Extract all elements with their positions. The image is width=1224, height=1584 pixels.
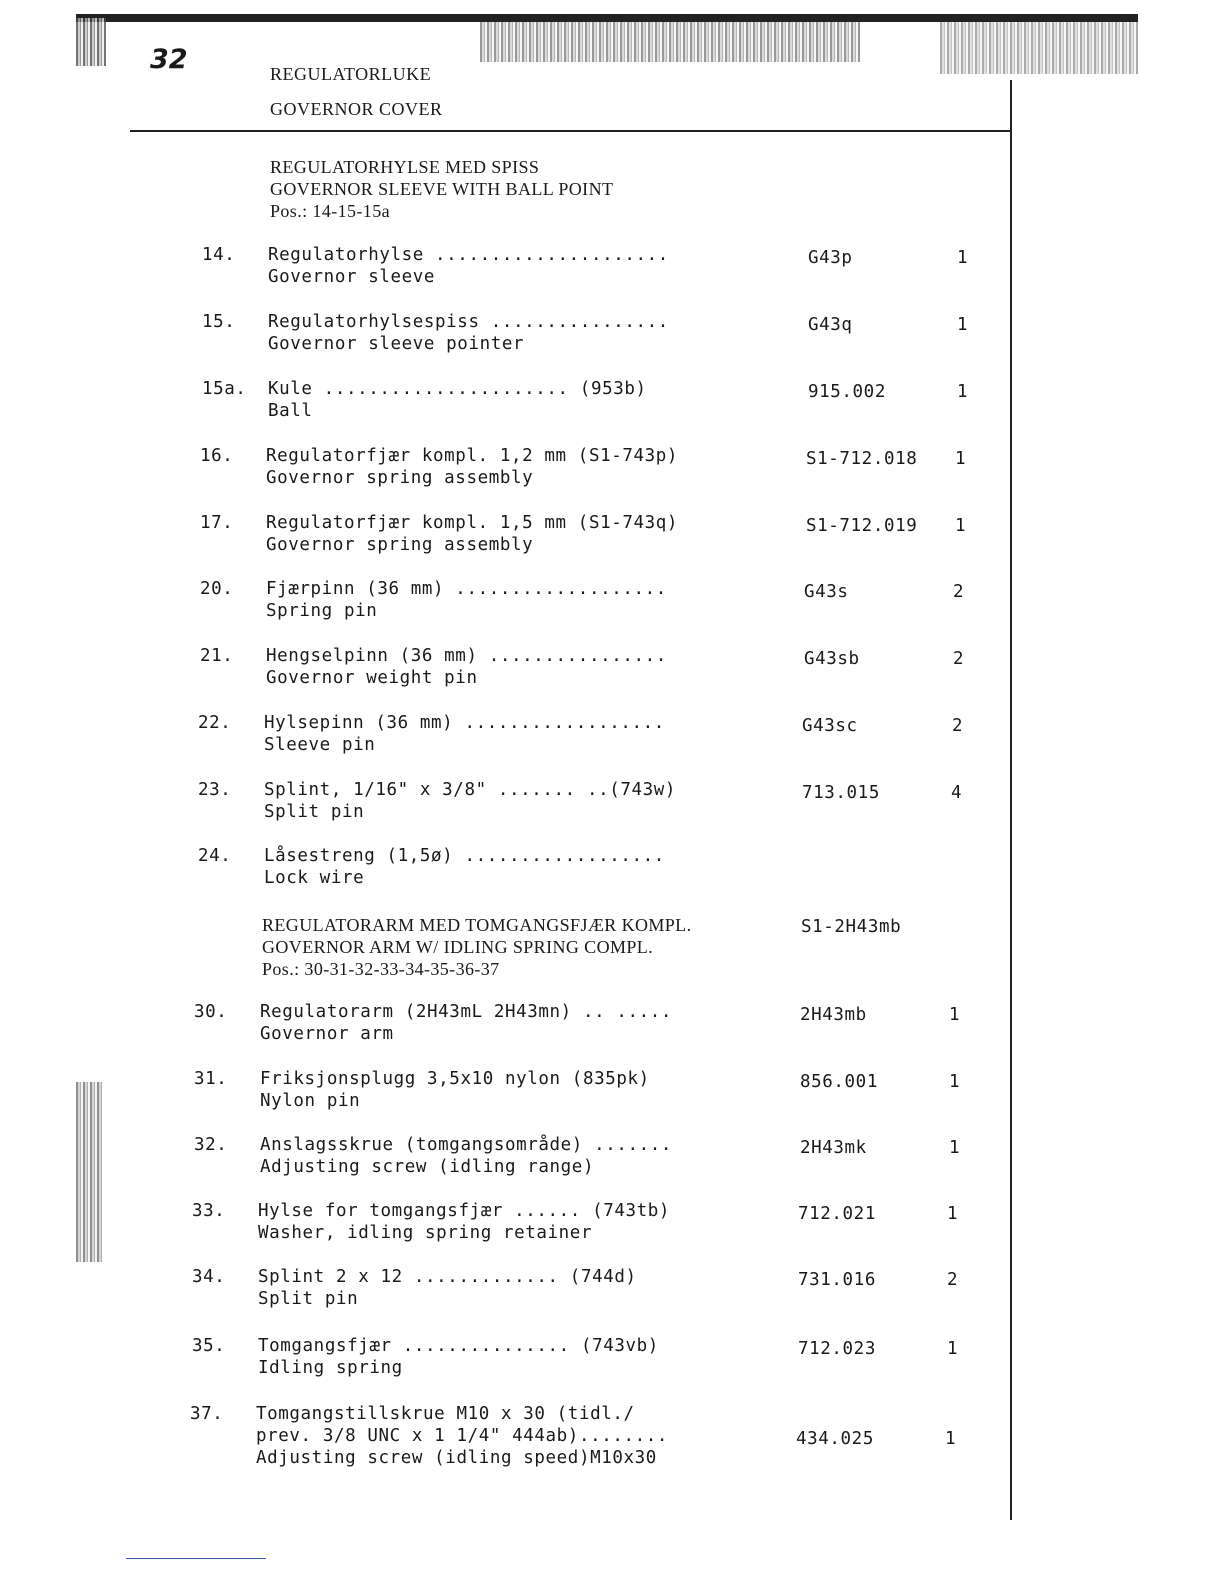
part-code: 713.015 [802,783,880,803]
part-name-no: Kule ...................... (953b) [268,379,647,399]
top-scan-bar [76,14,1138,22]
part-qty: 2 [952,716,964,736]
part-code: G43p [808,248,853,268]
part-qty: 1 [949,1005,961,1025]
part-number: 14. [202,245,236,265]
part-number: 30. [194,1002,228,1022]
part-qty: 1 [957,315,969,335]
part-number: 37. [190,1404,224,1424]
part-name-no: Hylse for tomgangsfjær ...... (743tb) [258,1201,671,1221]
part-qty: 1 [957,382,969,402]
part-code: 915.002 [808,382,886,402]
part-code: 712.023 [798,1339,876,1359]
part-name-en: Nylon pin [260,1091,361,1111]
part-code: 434.025 [796,1429,874,1449]
part-name-no: Regulatorarm (2H43mL 2H43mn) .. ..... [260,1002,673,1022]
part-name-no: Regulatorhylsespiss ................ [268,312,669,332]
scan-speckle [940,22,1138,74]
part-name-en: Adjusting screw (idling range) [260,1157,595,1177]
part-name-no: Fjærpinn (36 mm) ................... [266,579,667,599]
part-name-en: Washer, idling spring retainer [258,1223,593,1243]
part-number: 16. [200,446,234,466]
part-number: 20. [200,579,234,599]
part-name-en: Governor spring assembly [266,468,534,488]
part-name-no: Friksjonsplugg 3,5x10 nylon (835pk) [260,1069,650,1089]
section-pos: Pos.: 14-15-15a [270,201,390,221]
part-code: 2H43mb [800,1005,867,1025]
part-name-en: Ball [268,401,313,421]
part-number: 17. [200,513,234,533]
part-name-no: Regulatorfjær kompl. 1,5 mm (S1-743q) [266,513,679,533]
part-name-no: Hengselpinn (36 mm) ................ [266,646,667,666]
part-name-no: Regulatorfjær kompl. 1,2 mm (S1-743p) [266,446,679,466]
part-name-en: Adjusting screw (idling speed)M10x30 [256,1448,657,1468]
part-qty: 2 [947,1270,959,1290]
part-name-no: Tomgangsfjær ............... (743vb) [258,1336,659,1356]
part-name-en: Governor sleeve [268,267,436,287]
page-number: 32 [150,44,188,75]
part-qty: 1 [949,1138,961,1158]
part-number: 33. [192,1201,226,1221]
part-number: 21. [200,646,234,666]
scan-speckle [480,22,860,62]
section-code: S1-2H43mb [801,917,902,937]
part-number: 22. [198,713,232,733]
part-code: 731.016 [798,1270,876,1290]
part-qty: 1 [947,1339,959,1359]
part-number: 32. [194,1135,228,1155]
part-number: 23. [198,780,232,800]
part-qty: 1 [949,1072,961,1092]
part-qty: 2 [953,582,965,602]
part-name-en: Governor sleeve pointer [268,334,525,354]
part-name-en: Idling spring [258,1358,403,1378]
part-qty: 4 [951,783,963,803]
section-title-no: REGULATORARM MED TOMGANGSFJÆR KOMPL. [262,915,692,935]
part-name-en: Lock wire [264,868,365,888]
part-qty: 1 [957,248,969,268]
section-title-en: GOVERNOR SLEEVE WITH BALL POINT [270,179,614,199]
section-heading [262,914,691,980]
part-number: 35. [192,1336,226,1356]
header-divider [130,130,1010,132]
part-code: G43q [808,315,853,335]
part-name-no: Regulatorhylse ..................... [268,245,669,265]
part-name-no: Anslagsskrue (tomgangsområde) ....... [260,1135,673,1155]
section-title-en: GOVERNOR ARM W/ IDLING SPRING COMPL. [262,937,654,957]
part-name-no: Låsestreng (1,5ø) .................. [264,846,665,866]
part-name-no: Splint 2 x 12 ............. (744d) [258,1267,637,1287]
part-name-no-cont: prev. 3/8 UNC x 1 1/4" 444ab)........ [256,1426,669,1446]
part-name-no: Tomgangstillskrue M10 x 30 (tidl./ [256,1404,635,1424]
part-code: 2H43mk [800,1138,867,1158]
part-qty: 2 [953,649,965,669]
part-qty: 1 [955,516,967,536]
part-number: 15. [202,312,236,332]
part-code: S1-712.019 [806,516,918,536]
part-number: 31. [194,1069,228,1089]
part-code: G43s [804,582,849,602]
footer-line [126,1558,266,1559]
part-code: S1-712.018 [806,449,918,469]
part-name-en: Governor arm [260,1024,394,1044]
part-code: G43sb [804,649,860,669]
part-code: G43sc [802,716,858,736]
section-heading [270,156,613,222]
section-pos: Pos.: 30-31-32-33-34-35-36-37 [262,959,500,979]
page-title-en: GOVERNOR COVER [270,99,443,119]
part-number: 15a. [202,379,247,399]
part-name-en: Spring pin [266,601,378,621]
scan-speckle [76,18,106,66]
part-name-no: Hylsepinn (36 mm) .................. [264,713,665,733]
part-number: 24. [198,846,232,866]
part-qty: 1 [947,1204,959,1224]
scan-speckle [76,1082,102,1262]
part-code: 856.001 [800,1072,878,1092]
part-name-en: Governor spring assembly [266,535,534,555]
section-title-no: REGULATORHYLSE MED SPISS [270,157,540,177]
part-name-en: Split pin [264,802,365,822]
right-margin-rule [1010,80,1012,1520]
part-name-en: Governor weight pin [266,668,478,688]
part-name-en: Split pin [258,1289,359,1309]
part-name-en: Sleeve pin [264,735,376,755]
part-code: 712.021 [798,1204,876,1224]
part-name-no: Splint, 1/16" x 3/8" ....... ..(743w) [264,780,677,800]
page-title-no: REGULATORLUKE [270,64,432,84]
part-qty: 1 [945,1429,957,1449]
part-number: 34. [192,1267,226,1287]
part-qty: 1 [955,449,967,469]
